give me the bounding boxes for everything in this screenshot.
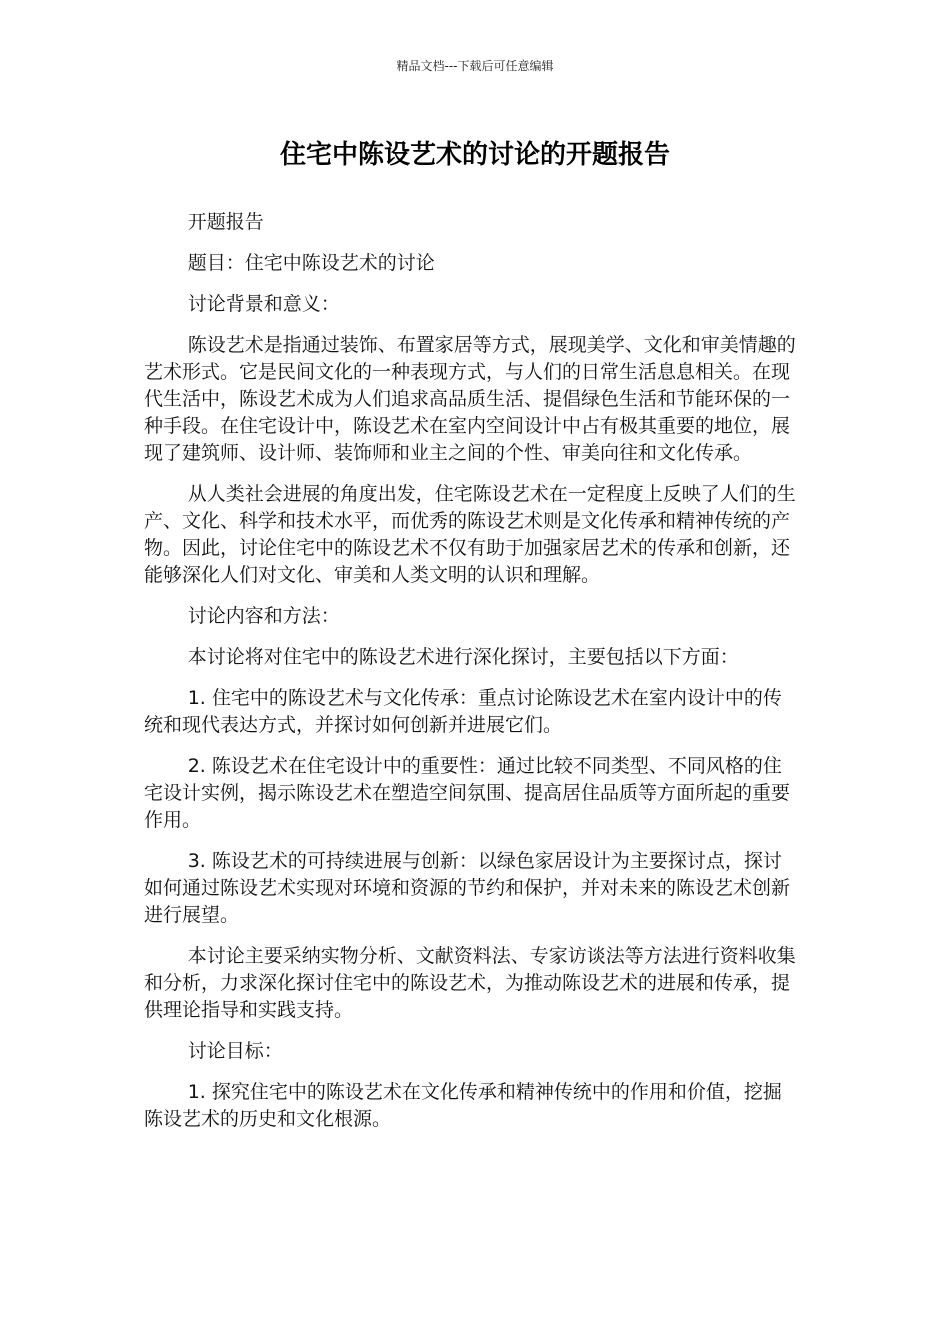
heading-content-methods: 讨论内容和方法：: [187, 605, 340, 627]
heading-background: 讨论背景和意义：: [187, 293, 340, 315]
paragraph-methods: 本讨论主要采纳实物分析、文献资料法、专家访谈法等方法进行资料收集和分析，力求深化探讨住宅中的陈设艺术，为推动陈设艺术的进展和传承，提供理论指导和实践支持。: [144, 945, 796, 1021]
document-title: 住宅中陈设艺术的讨论的开题报告: [279, 140, 670, 170]
paragraph-report-label: 开题报告: [187, 211, 264, 233]
paragraph-content-intro: 本讨论将对住宅中的陈设艺术进行深化探讨，主要包括以下方面：: [187, 646, 739, 668]
list-item-content-2: 2. 陈设艺术在住宅设计中的重要性：通过比较不同类型、不同风格的住宅设计实例，揭示陈设艺术在塑造空间氛围、提高居住品质等方面所起的重要作用。: [144, 755, 791, 831]
heading-goals: 讨论目标：: [187, 1040, 283, 1062]
list-item-content-1: 1. 住宅中的陈设艺术与文化传承：重点讨论陈设艺术在室内设计中的传统和现代表达方式，并探讨如何创新并进展它们。: [144, 687, 782, 736]
header-note: 精品文档---下载后可任意编辑: [396, 59, 554, 73]
paragraph-background-1: 陈设艺术是指通过装饰、布置家居等方式，展现美学、文化和审美情趣的艺术形式。它是民间文化的一种表现方式，与人们的日常生活息息相关。在现代生活中，陈设艺术成为人们追求高品质生活、提倡绿色生活和节能环保的一种手段。在住宅设计中，陈设艺术在室内空间设计中占有极其重要的地位，展现了建筑师、设计师、装饰师和业主之间的个性、审美向往和文化传承。: [144, 334, 796, 464]
list-item-goal-1: 1. 探究住宅中的陈设艺术在文化传承和精神传统中的作用和价值，挖掘陈设艺术的历史和文化根源。: [144, 1081, 782, 1130]
paragraph-topic: 题目：住宅中陈设艺术的讨论: [187, 252, 435, 274]
document-body: [144, 209, 800, 1147]
list-item-content-3: 3. 陈设艺术的可持续进展与创新：以绿色家居设计为主要探讨点，探讨如何通过陈设艺术实现对环境和资源的节约和保护，并对未来的陈设艺术创新进行展望。: [144, 850, 791, 926]
paragraph-background-2: 从人类社会进展的角度出发，住宅陈设艺术在一定程度上反映了人们的生产、文化、科学和技术水平，而优秀的陈设艺术则是文化传承和精神传统的产物。因此，讨论住宅中的陈设艺术不仅有助于加强家居艺术的传承和创新，还能够深化人们对文化、审美和人类文明的认识和理解。: [144, 483, 796, 586]
